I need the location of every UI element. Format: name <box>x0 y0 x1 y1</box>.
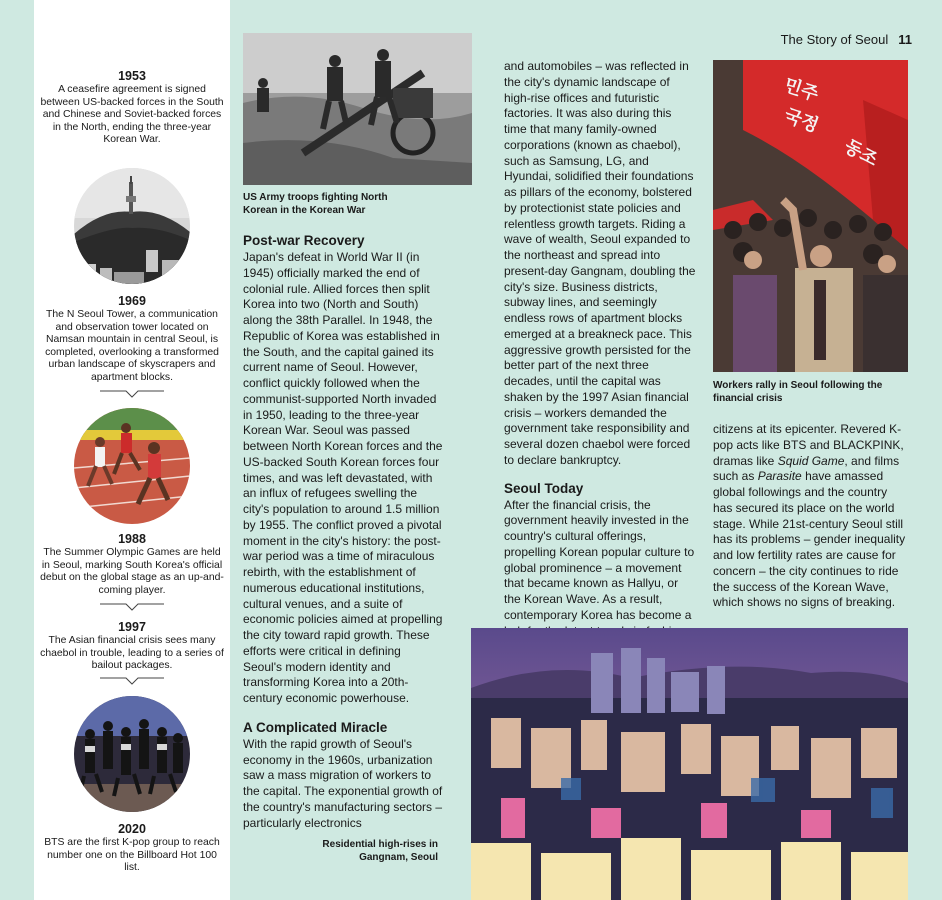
rally-photo-caption: Workers rally in Seoul following the financial crisis <box>713 380 883 404</box>
timeline-divider <box>100 677 164 685</box>
gangnam-photo-caption: Residential high-rises in Gangnam, Seoul <box>322 839 438 863</box>
timeline-year: 1969 <box>118 294 146 308</box>
today-cont-text-1: citizens at its epicenter. Revered K-pop acts like BTS and BLACKPINK, dramas like <box>713 422 904 468</box>
heading-postwar-recovery: Post-war Recovery <box>243 233 365 248</box>
timeline-text: The N Seoul Tower, a communication and observation tower located on Namsan mountain in central Seoul, is completed, overlooking a transformed urban landscape of skyscrapers and apartment blocks. <box>45 309 219 383</box>
korean-war-photo <box>243 33 472 185</box>
postwar-paragraph: Japan's defeat in World War II (in 1945) officially marked the end of colonial rule. Allied forces then split Korea into two (North and South) along the 38th Parallel. In 1948, the Republic of Korea was established in the South, and the capital gained its current name of Seoul. However, conflict quickly followed when the communist-supported North invaded in 1950, leading to the three-year Korean War. Seoul was passed between North Korean forces and the US-backed South Korean forces four times, and was left devastated, with an influx of refugees swelling the city's population to around 1.5 million by 1955. The conflict proved a pivotal moment in the city's history: the post-war period was a time of miraculous rebirth, with the establishment of numerous educational institutions, cultural venues, and a suite of economic policies aimed at propelling the city toward rapid growth. These efforts were critical in defining Seoul's modern identity and transforming Korea into a 20th-century economic powerhouse. <box>243 250 443 705</box>
miracle-continued-paragraph: and automobiles – was reflected in the city's dynamic landscape of high-rise offices and futuristic factories. It was also during this time that many family-owned corporations (known as chaebol), such as Samsung, LG, and Hyundai, solidified their foundations as pillars of the economy, bolstered by protectionist state policies and relentless growth targets. Riding a wave of wealth, Seoul expanded to the northeast and spread into present-day Gangnam, doubling the city's size. Business districts, subway lines, and seemingly endless rows of apartment blocks emerged at a breakneck pace. This aggressive growth persisted for the better part of the next three decades, until the capital was shaken by the 1997 Asian financial crisis – workers demanded the government take responsibility and several dozen chaebol were forced to declare bankruptcy. <box>504 59 696 467</box>
svg-text:민주: 민주 <box>781 74 822 106</box>
timeline-divider <box>100 390 164 398</box>
timeline-text: The Summer Olympic Games are held in Seoul, marking South Korea's official debut on the global stage as an up-and-coming player. <box>40 547 224 596</box>
parasite-title: Parasite <box>757 469 802 484</box>
timeline-year: 1953 <box>118 69 146 83</box>
timeline-divider <box>100 603 164 611</box>
timeline-sidebar <box>34 0 230 900</box>
svg-text:동조: 동조 <box>840 135 882 171</box>
n-seoul-tower-photo <box>74 168 190 284</box>
timeline-year: 2020 <box>118 822 146 836</box>
timeline-year: 1988 <box>118 532 146 546</box>
text-column-3 <box>713 422 909 611</box>
timeline-entry-1953 <box>34 69 230 147</box>
section-title: The Story of Seoul <box>780 32 889 47</box>
squid-game-title: Squid Game <box>777 453 845 468</box>
timeline-entry-1997 <box>34 620 230 673</box>
timeline-entry-2020 <box>34 822 230 875</box>
page-number: 11 <box>898 32 912 47</box>
running-header <box>781 32 912 47</box>
seoul-today-continued-paragraph <box>713 422 909 611</box>
gangnam-cityscape-photo <box>471 628 908 900</box>
heading-complicated-miracle: A Complicated Miracle <box>243 719 388 735</box>
workers-rally-photo <box>713 60 908 372</box>
svg-text:국정: 국정 <box>781 104 822 137</box>
miracle-paragraph: With the rapid growth of Seoul's economy in the 1960s, urbanization saw a mass migration of workers to the capital. The exponential growth of the country's manufacturing sectors – particularly electronics <box>243 736 443 830</box>
timeline-year: 1997 <box>118 620 146 634</box>
timeline-text: The Asian financial crisis sees many chaebol in trouble, leading to a series of bailout packages. <box>40 635 224 672</box>
heading-seoul-today: Seoul Today <box>504 480 584 496</box>
timeline-entry-1988 <box>34 532 230 597</box>
text-column-2 <box>504 59 696 671</box>
timeline-entry-1969 <box>34 294 230 385</box>
timeline-text: A ceasefire agreement is signed between US-backed forces in the South and Chinese and Soviet-backed forces in the North, ending the three-year Korean War. <box>40 84 224 146</box>
today-cont-text-2: , and films such as <box>713 453 900 484</box>
today-cont-text-3: have amassed global followings and the country has secured its place on the world stage. While 21st-century Seoul still has its problems – gender inequality and low fertility rates are cause for concern – the city continues to ride the success of the Korean Wave, which shows no signs of breaking. <box>713 469 906 610</box>
text-column-1 <box>243 232 443 831</box>
olympics-photo <box>74 408 190 524</box>
war-photo-caption: US Army troops fighting North Korean in the Korean War <box>243 192 388 216</box>
seoul-today-paragraph: After the financial crisis, the government heavily invested in the country's cultural offerings, propelling Korean popular culture to global prominence – a movement that became known as Hallyu, or the Korean Wave. As a result, contemporary Korea has become a <box>504 497 695 622</box>
bts-photo <box>74 696 190 812</box>
timeline-text: BTS are the first K-pop group to reach number one on the Billboard Hot 100 list. <box>44 837 220 874</box>
